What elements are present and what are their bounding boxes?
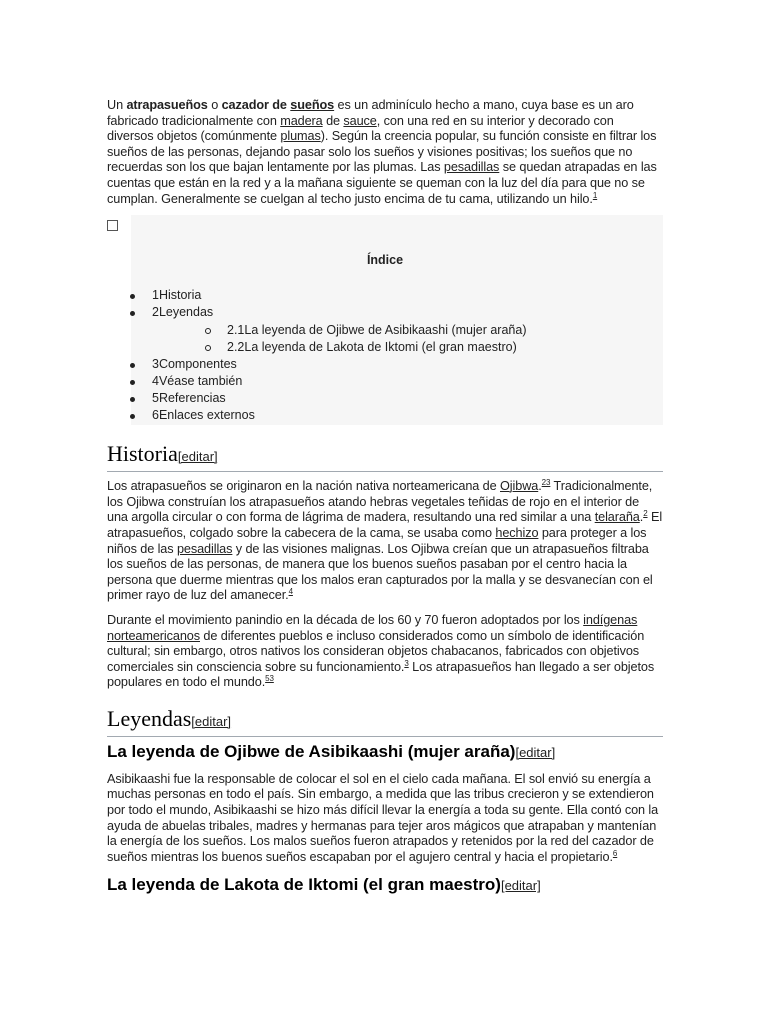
text: ). Según la creencia popular, su función consiste en filtrar los sueños de las personas, dejando pasar solo los sueños y visiones positivas; los sueños que no recuerdas son los que bajan lentamente por las plumas. Las [107,129,657,175]
reference-link[interactable]: 1 [592,190,598,200]
text: de [322,113,344,128]
text: , con una red en su interior y decorado con diversos objetos (comúnmente [107,113,614,144]
link-madera[interactable]: madera [280,113,323,128]
link-plumas[interactable]: plumas [280,129,321,144]
toc-item[interactable]: 4Véase también [127,373,526,390]
toc-item[interactable]: 5Referencias [127,390,526,407]
toc-item[interactable]: 1Historia [127,287,526,304]
text: y de las visiones malignas. Los Ojibwa creían que un atrapasueños filtraba los sueños de las personas, de manera que los buenos sueños pasaban por el centro hacia la persona que duerme mientras que los malos eran capturados por la malla y se desvanecían con el primer rayo de luz del amanecer. [107,541,653,603]
article-body [107,98,663,896]
intro-paragraph [107,98,659,207]
table-of-contents [107,215,663,425]
bold-term: atrapasueños [126,98,208,112]
toc-list [127,287,526,425]
toc-title: Índice [366,253,404,268]
link-pesadillas[interactable]: pesadillas [176,541,233,556]
text: Los atrapasueños se originaron en la nación nativa norteamericana de [107,479,501,494]
link-hechizo[interactable]: hechizo [495,525,539,540]
text: Tradicionalmente, los Ojibwa construían los atrapasueños atando hebras vegetales teñidas de rojo en el interior de una argolla circular o con forma de lágrima de madera, resultando una red similar a una [107,479,653,525]
bold-term: cazador de [221,98,291,112]
section-heading-historia [107,441,663,472]
toc-item[interactable]: 6Enlaces externos [127,407,526,424]
toc-item[interactable]: 2Leyendas [127,304,526,321]
link-sauce[interactable]: sauce [343,113,377,128]
toc-subitem[interactable]: 2.2La leyenda de Lakota de Iktomi (el gran maestro) [127,339,526,356]
text: para proteger a los niños de las [107,525,647,556]
link-suenos[interactable]: sueños [290,98,335,112]
text: Los atrapasueños han llegado a ser objetos populares en todo el mundo. [107,659,655,690]
reference-link[interactable]: 4 [288,587,293,597]
reference-link[interactable]: 53 [265,674,274,684]
text: se quedan atrapadas en las cuentas que están en la red y a la mañana siguiente se queman con la luz del día para que no se cumplan. Generalmente se cuelgan al techo justo encima de tu cama, utilizando un hilo. [107,160,657,206]
text: Asibikaashi fue la responsable de colocar el sol en el cielo cada mañana. El sol envió su energía a muchas personas en todo el país. Sin embargo, a medida que las tribus crecieron y se extendieron por todo el mundo, Asibikaashi se hizo más difícil llevar la energía a toda su gente. Ella contó con la ayuda de abuelas tribales, madres y hermanas para tejer aros mágicos que atrapaban y mantenían la energía de los sueños. Los malos sueños fueron atrapados y retenidos por la red del cazador de sueños mientras los buenos sueños escapaban por el agujero central y hacia el propietario. [107,771,659,864]
subsection-heading-lakota [107,875,663,896]
historia-paragraph-1: Los atrapasueños se originaron en la nación nativa norteamericana de Ojibwa.$^{23}$ Tradicionalmente, los Ojibwa construían los atrapasueños atando hebras vegetales teñidas de rojo en el interior de una argolla circular o con forma de lágrima de madera, resultando una red similar a una telaraña.$^2$ El atrapasueños, colgado sobre la cabecera de la cama, se usaba como hechizo para proteger a los niños de las pesadillas y de las visiones malignas. Los Ojibwa creían que un atrapasueños filtraba los sueños de las personas, de manera que los buenos sueños pasaban por el centro hacia la persona que duerme mientras que los malos eran capturados por la malla y se desvanecían con el primer rayo de luz del amanecer.$^4$ [107,478,663,603]
historia-paragraph-2 [107,613,663,691]
edit-link[interactable]: [editar] [515,744,556,760]
text: El atrapasueños, colgado sobre la cabecera de la cama, se usaba como [107,510,663,540]
text: Un [107,98,127,112]
link-ojibwa[interactable]: Ojibwa [500,479,539,494]
heading-text: La leyenda de Lakota de Iktomi (el gran maestro) [107,875,501,895]
heading-text: La leyenda de Ojibwe de Asibikaashi (mujer araña) [107,741,516,761]
toc-subitem[interactable]: 2.1La leyenda de Ojibwe de Asibikaashi (mujer araña) [127,322,526,339]
toc-toggle-checkbox[interactable] [107,220,118,231]
heading-text: Historia [107,441,178,467]
link-pesadillas[interactable]: pesadillas [443,160,500,175]
ojibwe-paragraph [107,772,663,866]
section-heading-leyendas [107,706,663,737]
text: o [207,98,222,112]
text: de diferentes pueblos e incluso considerados como un símbolo de identificación cultural; sin embargo, otros nativos los consideran objetos chabacanos, fabricados con objetivos comerciales sin consciencia sobre su funcionamiento. [107,628,645,674]
edit-link[interactable]: [editar] [500,878,541,894]
reference-link[interactable]: 6 [612,848,618,858]
reference-link[interactable]: 23 [541,478,551,488]
subsection-heading-ojibwe [107,742,663,763]
text: Durante el movimiento panindio en la década de los 60 y 70 fueron adoptados por los [107,612,584,627]
edit-link[interactable]: [editar] [191,713,232,729]
text: es un adminículo hecho a mano, cuya base es un aro fabricado tradicionalmente con [107,98,634,128]
link-telarana[interactable]: telaraña [594,510,640,525]
reference-link[interactable]: 3 [404,658,409,668]
reference-link[interactable]: 2 [643,509,648,519]
edit-link[interactable]: [editar] [177,449,218,465]
toc-item[interactable]: 3Componentes [127,356,526,373]
link-indigenas[interactable]: indígenas norteamericanos [107,612,638,643]
heading-text: Leyendas [107,705,192,731]
